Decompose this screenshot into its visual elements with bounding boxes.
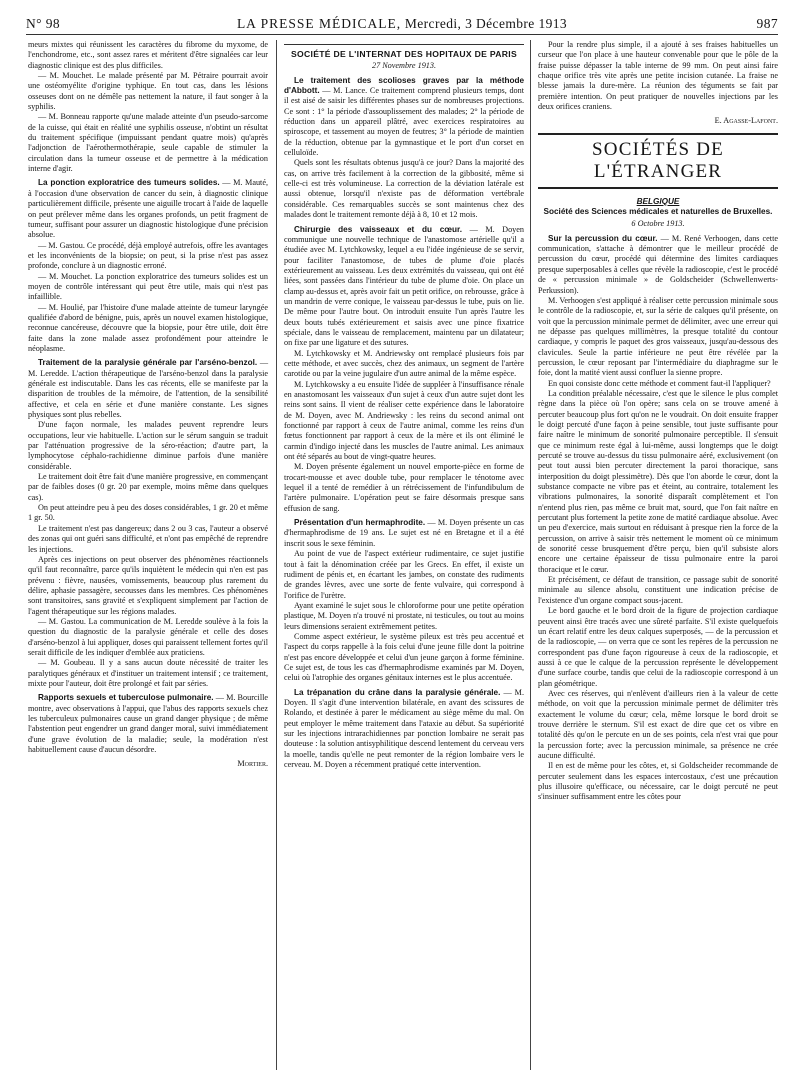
paragraph: Avec ces réserves, qui n'enlèvent d'ailleurs rien à la valeur de cette méthode, on voit que la percussion minimale permet de délimiter très exactement le volume du cœur; cela, même lorsque le bord droit se trouve derrière le sternum. S'il est exact de dire que cet os vibre en totalité dès qu'on le percute en un de ses points, cela n'est vrai que pour la percussion forte; avec la percussion minimale, sa présence ne crée aucune difficulté. <box>538 688 778 760</box>
paragraph: — M. Gastou. La communication de M. Leredde soulève à la fois la question du diagnostic de la paralysie générale et celle des doses d'arséno-benzol à lui appliquer, doses qui paraissent tellement fortes qu'il serait difficile de les indiquer d'emblée aux praticiens. <box>28 616 268 657</box>
section-banner: SOCIÉTÉS DE L'ÉTRANGER <box>538 133 778 189</box>
column-left <box>28 40 268 770</box>
paragraph: La trépanation du crâne dans la paralysie générale. — M. Doyen. Il s'agit d'une intervention bilatérale, en avant des scissures de Rolando, et destinée à parer le médicament au siège même du mal. On peut employer le même traitement dans l'ataxie au début. Sa supériorité sur les injections intrarachidiennes par ponction lombaire ne serait pas douteuse : la solution antisyphilitique descend lentement du cerveau vers la moelle, tandis qu'elle ne peut remonter de la région lombaire vers le cerveau. M. Doyen a récemment pratiqué cette intervention. <box>284 687 525 770</box>
subheading: Rapports sexuels et tuberculose pulmonaire. <box>38 693 214 703</box>
header-rule <box>26 34 778 35</box>
paragraph: La ponction exploratrice des tumeurs solides. — M. Mauté, à l'occasion d'une observation de cancer du sein, à diagnostic clinique particulièrement difficile, présente une aiguille trocart à l'aide de laquelle on peut prélever même dans les organes profonds, un petit fragment de tumeur, suffisant pour assurer un diagnostic histologique d'une précision absolue. <box>28 178 269 240</box>
paragraph: Le traitement des scolioses graves par la méthode d'Abbott. — M. Lance. Ce traitement comprend plusieurs temps, dont il est aisé de saisir les différentes phases sur de nombreuses projections. Ce sont : 1° la période d'assouplissement des malades; 2° la période de réduction dans un appareil plâtré, avec exercices respiratoires au spiroscope, et tassement au moyen de feutres; 3° la période de maintien de la réduction, obtenue par la gymnastique et le port d'un corset en celluloïde. <box>284 75 525 158</box>
paragraph: — M. Bonneau rapporte qu'une malade atteinte d'un pseudo-sarcome de la cuisse, qui était en réalité une syphilis osseuse, n'obtint un résultat du traitement spécifique (impuissant pendant quatre mois) qu'après l'adjonction de l'aérothermothérapie, seule capable de stimuler la circulation dans la tumeur osseuse et de permettre à la médication interne d'agir. <box>28 112 268 174</box>
country-heading: BELGIQUE <box>636 196 680 206</box>
paragraph: Au point de vue de l'aspect extérieur rudimentaire, ce sujet justifie tout à fait la dénomination créée par les Grecs. En effet, il existe un rudiment de pénis et, en écartant les jambes, on constate des rudiments de grandes lèvres, avec une sorte de fente vulvaire, qui correspond à l'orifice de l'urètre. <box>284 549 524 600</box>
paragraph: M. Lytchkowsky a eu ensuite l'idée de suppléer à l'insuffisance rénale en anastomosant les vaisseaux d'un sujet à ceux d'un autre sujet dont les reins sont sains. Il vient de réaliser cette expérience dans le laboratoire de M. Doyen, avec M. Andriewsky : les reins du second animal ont fonctionné par rapport à ceux de l'autre animal, comme les reins d'un fœtus fonctionnent par rapport à ceux de la mère et ils ont éliminé le carmin d'indigo injecté dans les muscles de l'autre animal. Les animaux ont été séparés au bout de vingt-quatre heures. <box>284 379 524 462</box>
paragraph: Ayant examiné le sujet sous le chloroforme pour une petite opération plastique, M. Doyen n'a trouvé ni prostate, ni testicules, ou tout au moins leurs dimensions seraient extrêmement petites. <box>284 600 524 631</box>
column-middle <box>284 40 524 770</box>
subheading: Traitement de la paralysie générale par l'arséno-benzol. <box>38 358 258 368</box>
paragraph: M. Lytchkowsky et M. Andriewsky ont remplacé plusieurs fois par cette méthode, et avec succès, chez des animaux, un segment de l'artère carotide ou par la veine jugulaire d'un autre animal de la même espèce. <box>284 348 524 379</box>
paragraph: En quoi consiste donc cette méthode et comment faut-il l'appliquer? <box>548 378 771 388</box>
paragraph: — M. Mouchet. Le malade présenté par M. Pétraire pourrait avoir une ostéomyélite d'origine typhique. En tout cas, dans les lésions osseuses dont on ne démêle pas nettement la nature, il faut songer à la syphilis. <box>28 71 268 112</box>
paragraph: Chirurgie des vaisseaux et du cœur. — M. Doyen communique une nouvelle technique de l'anastomose artérielle qu'il a étudiée avec M. Lytchkowsky, lequel a eu l'idée ingénieuse de se servir, pour faciliter l'anastomose, de tubes de plume d'oie placés extérieurement au vaisseau. Les deux extrémités du vaisseau, qui ont été liées, sont passées dans l'intérieur du tube de plume d'oie. On place un clamp au-dessus et, après avoir fait un petit orifice, on rebrousse, grâce à un mandrin de verre conique, le vaisseau par-dessus le tube, puis on lie. De même pour l'autre bout. On introduit ensuite l'un après l'autre les deux bouts tubés extérieurement et saisis avec une pince fixatrice spéciale, dans le vaisseau de remplacement, maintenu par un dilatateur; on fixe par une ligature et des sutures. <box>284 224 525 348</box>
paragraph: D'une façon normale, les malades peuvent reprendre leurs occupations, leur vie habituelle. L'action sur le sérum sanguin se traduit par l'atténuation progressive de la séro-réaction; d'autre part, la lymphocytose céphalo-rachidienne diminue parfois d'une manière considérable. <box>28 420 268 471</box>
paragraph: On peut atteindre peu à peu des doses considérables, 1 gr. 20 et même 1 gr. 50. <box>28 503 268 523</box>
paragraph: Il en est de même pour les côtes, et, si Goldscheider recommande de percuter seulement dans les espaces intercostaux, c'est une précaution plus illusoire qu'efficace, ou nécessaire, car le doigt percuté ne peut s'insinuer suffisamment entre les côtes pour <box>538 761 778 802</box>
paragraph: — M. Houlié, par l'histoire d'une malade atteinte de tumeur laryngée qualifiée d'abord de bénigne, puis, après un nouvel examen histologique, reconnue cancéreuse, découvre que la biopsie, pour être utile, doit être faite dans la zone malade assez profondément pour atteindre le néoplasme. <box>28 302 268 353</box>
author-signature: Mortier. <box>237 759 268 769</box>
column-divider <box>530 40 531 1070</box>
subheading: La trépanation du crâne dans la paralysie générale. <box>294 687 501 697</box>
column-divider <box>276 40 277 1070</box>
issue-number: N° 98 <box>26 16 61 31</box>
journal-masthead <box>26 16 778 32</box>
paragraph: Le traitement n'est pas dangereux; dans 2 ou 3 cas, l'auteur a observé des zonas qui ont guéri sans difficulté, et n'ont pas empêché de reprendre les injections. <box>28 523 268 554</box>
session-date: 6 Octobre 1913. <box>631 219 685 229</box>
page-header <box>26 14 778 34</box>
section-title: SOCIÉTÉ DE L'INTERNAT DES HOPITAUX DE PARIS <box>284 44 524 59</box>
paragraph: M. Doyen présente également un nouvel emporte-pièce en forme de trocart-mousse et avec double tube, pour remplacer le ténotome avec lequel il a tenté de remédier à un rétrécissement de l'infundibulum de l'artère pulmonaire. L'opération peut se faire désormais presque sans effusion de sang. <box>284 462 524 513</box>
paragraph: Rapports sexuels et tuberculose pulmonaire. — M. Bourcille montre, avec observations à l'appui, que l'abus des rapports sexuels chez les tuberculeux pulmonaires cause un grand danger physique ; de même l'abstention peut engendrer un grand danger moral, suivi immédiatement d'une grave évolution de la maladie; seule, la modération n'est habituellement cause d'aucun désordre. <box>28 693 269 755</box>
paragraph: Et précisément, ce défaut de transition, ce passage subit de sonorité minimale au silence absolu, constituent une indication précise de l'existence d'un organe compact sous-jacent. <box>538 575 778 605</box>
subheading: La ponction exploratrice des tumeurs solides. <box>38 178 220 188</box>
paragraph: Après ces injections on peut observer des phénomènes réactionnels qu'il faut reconnaître, parce qu'ils inquiètent le médecin qui n'en est pas prévenu : fièvre, nausées, vomissements, beaucoup plus rarement du délire, aphasie passagère, secousses dans les membres. Ces phénomènes sont transitoires, sans gravité et s'expliquent simplement par l'action de l'agent thérapeutique sur les régions malades. <box>28 554 268 616</box>
paragraph: Traitement de la paralysie générale par l'arséno-benzol. — M. Leredde. L'action thérapeutique de l'arséno-benzol dans la paralysie générale est indiscutable. Dans les cas récents, elle se manifeste par la disparition de troubles de la mémoire, de l'attention, de la sensibilité affective, et cela en série et d'une manière constante. Les signes physiques sont plus rebelles. <box>28 358 269 420</box>
paragraph: La condition préalable nécessaire, c'est que le silence le plus complet règne dans la pièce où l'on opère; sans cela on se trouve amené à percuter beaucoup plus fort qu'on ne le voudrait. On doit ensuite frapper le doigt percuté d'une façon à peine sensible, tout juste suffisante pour faire naître le minimum de sonorité pulmonaire perceptible. Il s'ensuit que ce minimum reste égal à lui-même, aussi longtemps que le doigt percuté se trouve au-dessus du tissu pulmonaire aéré, exclusivement (on peut tout aussi bien percuter directement la paroi thoracique, sans interposition du doigt plessimètre). Dès que l'on aborde le cœur, dont la substance compacte ne vibre pas et éteint, au contraire, totalement les vibrations pulmonaires, la sonorité disparaît complètement et l'on n'entend plus rien, pas même ce bruit mat, sourd, que l'on fait naître en percutant plus fortement la petite zone de matité cardiaque absolue. Avec un peu d'exercice, mais surtout en réduisant à presque rien la force de la percussion, on arrive à saisir très nettement le moment où ce minimum de sonorité cesse brusquement d'être perçu, bien qu'il subsiste alors encore une certaine épaisseur de tissu pulmonaire entre la paroi thoracique et le cœur. <box>538 388 778 574</box>
subheading: Chirurgie des vaisseaux et du cœur. <box>294 224 463 234</box>
subheading: Présentation d'un hermaphrodite. <box>294 518 426 528</box>
paragraph: M. Verhoogen s'est appliqué à réaliser cette percussion minimale sous le contrôle de la radioscopie, et, sur la série de calques qu'il présente, on voit que la percussion minimale permet de délimiter, avec une erreur qui ne dépasse pas quelques millimètres, la presque totalité du contour cardiaque, y compris le paquet des gros vaisseaux, jusqu'au-dessous des clavicules. Seule la partie inférieure ne peut être révélée par la percussion, le cœur reposant par l'intermédiaire du diaphragme sur le foie, dont la matité vient aussi confluer la sienne propre. <box>538 295 778 378</box>
column-right <box>538 40 778 803</box>
page-number: 987 <box>756 16 778 31</box>
paragraph: Présentation d'un hermaphrodite. — M. Doyen présente un cas d'hermaphrodisme de 19 ans. Le sujet est né en Bretagne et il a été inscrit sous le sexe féminin. <box>284 518 524 548</box>
paragraph: Comme aspect extérieur, le système pileux est très peu accentué et l'aspect du corps rappelle à la fois celui d'une jeune fille dont la poitrine n'est pas encore développée et celui d'un jeune garçon à forme féminine. Ce sujet est, de tous les cas d'hermaphrodisme examinés par M. Doyen, celui où l'atrophie des organes génitaux internes est le plus accentuée. <box>284 631 524 683</box>
society-name: Société des Sciences médicales et naturelles de Bruxelles. <box>543 207 773 217</box>
paragraph: Le traitement doit être fait d'une manière progressive, en commençant par de faibles doses (0 gr. 20 par exemple, moins même dans quelques cas). <box>28 472 268 502</box>
paragraph: Sur la percussion du cœur. — M. René Verhoogen, dans cette communication, s'attache à démontrer que le meilleur procédé de percussion du cœur, procédé qui détermine des limites cardiaques presque superposables à celles que révèle la radioscopie, c'est le procédé de « percussion minimale » de Goldscheider (Schwellenwerts-Perkussion). <box>538 233 778 295</box>
subheading: Le traitement des scolioses graves par la méthode d'Abbott. <box>284 75 524 96</box>
paragraph: Le bord gauche et le bord droit de la figure de projection cardiaque peuvent ainsi être tracés avec une sûreté parfaite. S'il existe quelquefois un écart relatif entre les deux calques superposés, — de la percussion et de la radioscopie, — on verra que ce sont les repères de la percussion ne correspondent pas d'une façon rigoureuse à ceux de la radioscopie, et aussi à ce que le calque de la percussion représente le développement d'une surface courbe, tandis que celui de la radioscopie correspond à un plan géométrique. <box>538 606 778 688</box>
paragraph: — M. Mouchet. La ponction exploratrice des tumeurs solides est un moyen de contrôle intéressant qui peut être utile, mais qui n'est pas infaillible. <box>28 271 268 302</box>
paragraph: — M. Gastou. Ce procédé, déjà employé autrefois, offre les avantages et les inconvénients de la biopsie; on peut, si la prise n'est pas assez profonde, conclure à un diagnostic erroné. <box>28 240 268 271</box>
paragraph: meurs mixtes qui réunissent les caractères du fibrome du myxome, de l'enchondrome, etc., sont assez rares et méritent d'être signalées car leur diagnostic clinique est des plus difficiles. <box>28 40 268 70</box>
author-signature: E. Agasse-Lafont. <box>714 116 778 126</box>
subheading: Sur la percussion du cœur. <box>548 233 658 243</box>
session-date: 27 Novembre 1913. <box>371 61 437 71</box>
issue-date: Mercredi, 3 Décembre 1913 <box>404 16 568 31</box>
paragraph: — M. Goubeau. Il y a sans aucun doute nécessité de traiter les paralytiques généraux et d'instituer un traitement intensif ; ce traitement, mixte pour l'auteur, doit être prolongé et fait par séries. <box>28 658 268 688</box>
paragraph: Pour la rendre plus simple, il a ajouté à ses fraises habituelles un curseur que l'on place à une hauteur convenable pour que le pôle de la fraise puisse dépasser la table interne de 99 mm. On peut ainsi faire chaque orifice très vite après une petite incision cutanée. La fraise ne blesse jamais la dure-mère. La réunion des téguments se fait par première intention. On peut pratiquer de nouvelles injections par les deux orifices craniens. <box>538 40 778 112</box>
paragraph: Quels sont les résultats obtenus jusqu'à ce jour? Dans la majorité des cas, on arrive très facilement à la correction de la gibbosité, même si celle-ci est très volumineuse. La correction de la déviation latérale est aussi obtenue, lorsqu'il n'existe pas de déformation vertébrale considérable. Ces remarquables succès se sont maintenus chez des malades dont le traitement remonte déjà à 8, 10 et 12 mois. <box>284 158 524 220</box>
journal-title: LA PRESSE MÉDICALE, <box>236 16 402 31</box>
